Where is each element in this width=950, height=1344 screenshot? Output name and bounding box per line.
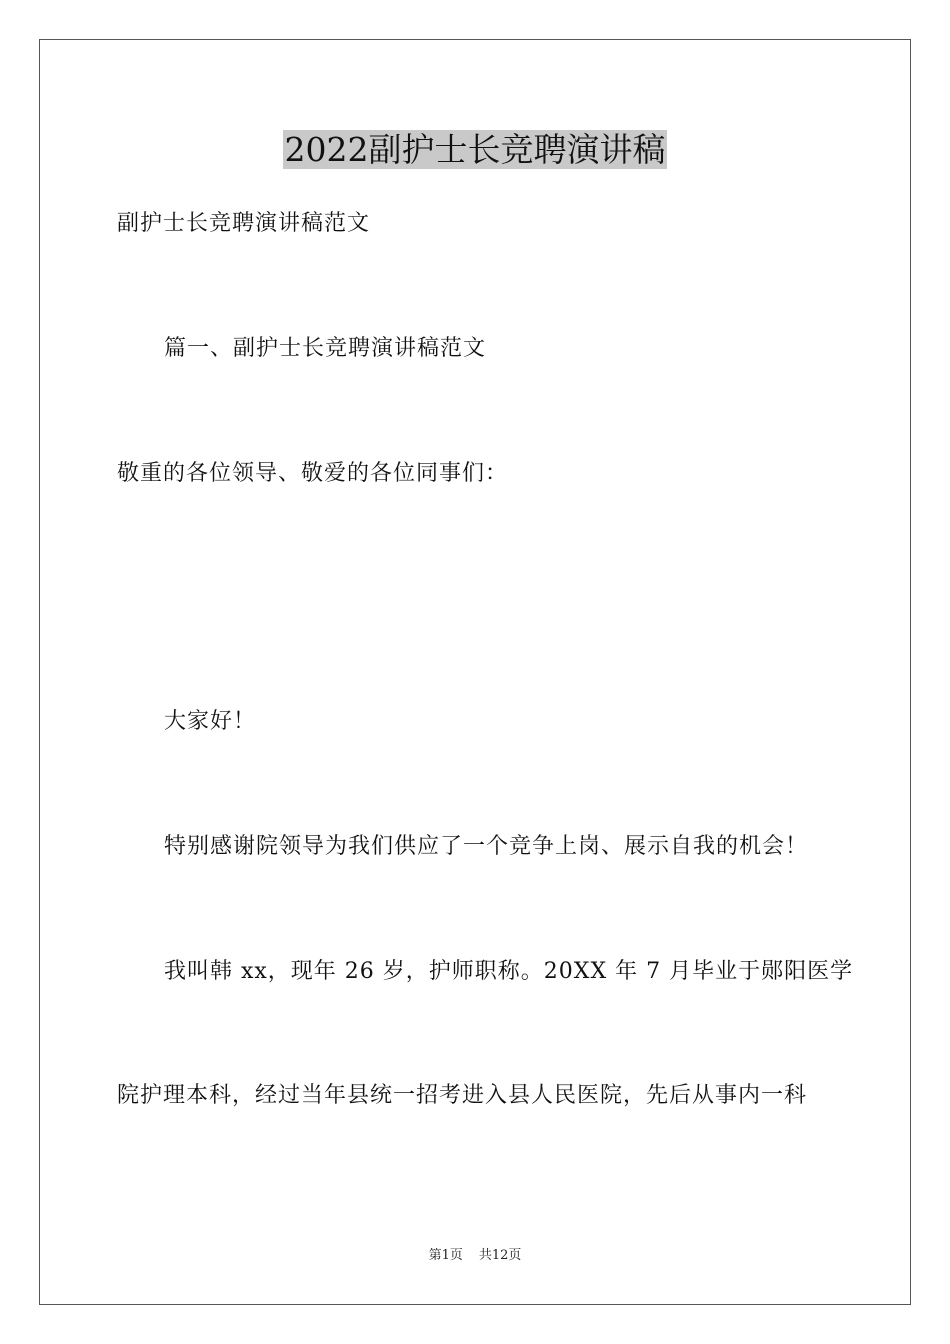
page-footer — [0, 1246, 950, 1266]
document-title-text: 2022副护士长竞聘演讲稿 — [284, 130, 666, 169]
page-total: 共12页 — [478, 1248, 522, 1263]
paragraph-salutation: 敬重的各位领导、敬爱的各位同事们： — [117, 461, 509, 486]
paragraph-intro-line-2: 院护理本科，经过当年县统一招考进入县人民医院，先后从事内一科 — [117, 1083, 808, 1108]
paragraph-intro-line-1: 我叫韩 xx，现年 26 岁，护师职称。20XX 年 7 月毕业于郧阳医学 — [164, 959, 854, 984]
paragraph-thanks: 特别感谢院领导为我们供应了一个竞争上岗、展示自我的机会！ — [164, 834, 809, 859]
paragraph-section-heading: 篇一、副护士长竞聘演讲稿范文 — [164, 336, 487, 361]
page-number: 第1页 — [428, 1248, 463, 1263]
paragraph-subtitle: 副护士长竞聘演讲稿范文 — [117, 211, 371, 236]
document-title — [0, 128, 950, 172]
paragraph-greeting: 大家好！ — [164, 709, 257, 734]
